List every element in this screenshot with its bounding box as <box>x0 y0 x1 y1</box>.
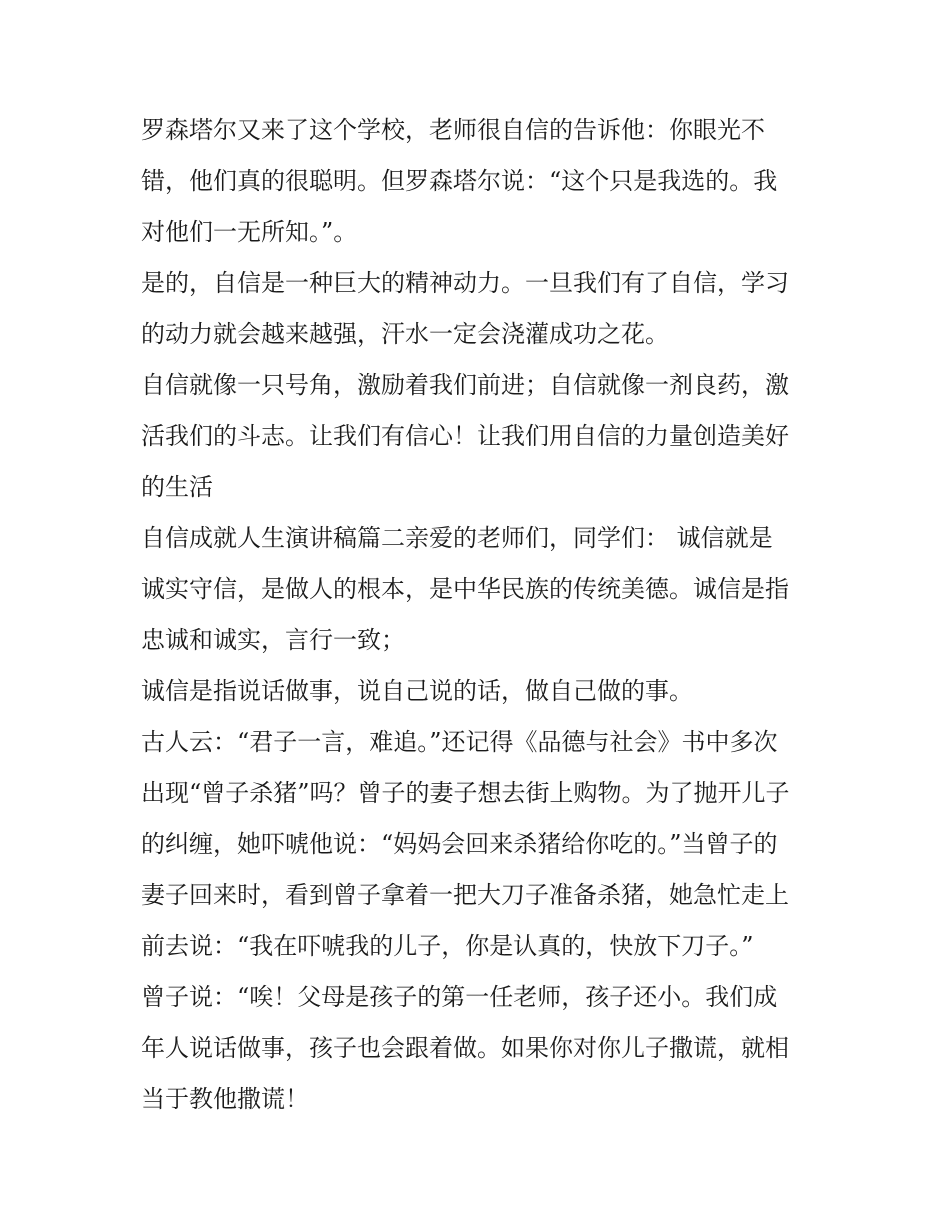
text-line: 忠诚和诚实，言行一致； <box>141 626 405 654</box>
paragraph-4 <box>141 513 811 666</box>
text-line: 妻子回来时，看到曾子拿着一把大刀子准备杀猪，她急忙走上 <box>141 881 789 909</box>
text-line: 前去说：“我在吓唬我的儿子，你是认真的，快放下刀子。” <box>141 932 754 960</box>
paragraph-5 <box>141 666 811 717</box>
text-line: 的动力就会越来越强，汗水一定会浇灌成功之花。 <box>141 320 669 348</box>
text-line: 错，他们真的很聪明。但罗森塔尔说：“这个只是我选的。我 <box>141 167 778 195</box>
paragraph-1 <box>141 105 811 258</box>
text-line: 当于教他撒谎！ <box>141 1085 309 1113</box>
text-line: 古人云：“君子一言，难追。”还记得《品德与社会》书中多次 <box>141 728 778 756</box>
text-line: 的纠缠，她吓唬他说：“妈妈会回来杀猪给你吃的。”当曾子的 <box>141 830 778 858</box>
text-line: 出现“曾子杀猪”吗？曾子的妻子想去街上购物。为了抛开儿子 <box>141 779 790 807</box>
text-line: 活我们的斗志。让我们有信心！让我们用自信的力量创造美好 <box>141 422 789 450</box>
text-line: 的生活 <box>141 473 213 501</box>
text-line: 罗森塔尔又来了这个学校，老师很自信的告诉他：你眼光不 <box>141 116 765 144</box>
text-line: 自信就像一只号角，激励着我们前进；自信就像一剂良药，激 <box>141 371 789 399</box>
text-line: 对他们一无所知。”。 <box>141 218 358 246</box>
text-line: 是的，自信是一种巨大的精神动力。一旦我们有了自信，学习 <box>141 269 789 297</box>
document-body <box>141 105 811 1125</box>
text-line: 曾子说：“唉！父母是孩子的第一任老师，孩子还小。我们成 <box>141 983 778 1011</box>
text-line: 诚信是指说话做事，说自己说的话，做自己做的事。 <box>141 677 693 705</box>
paragraph-3 <box>141 360 811 513</box>
paragraph-6 <box>141 717 811 972</box>
text-line: 自信成就人生演讲稿篇二亲爱的老师们，同学们： 诚信就是 <box>141 524 773 552</box>
paragraph-2 <box>141 258 811 360</box>
text-line: 诚实守信，是做人的根本，是中华民族的传统美德。诚信是指 <box>141 575 789 603</box>
paragraph-7 <box>141 972 811 1125</box>
text-line: 年人说话做事，孩子也会跟着做。如果你对你儿子撒谎，就相 <box>141 1034 789 1062</box>
